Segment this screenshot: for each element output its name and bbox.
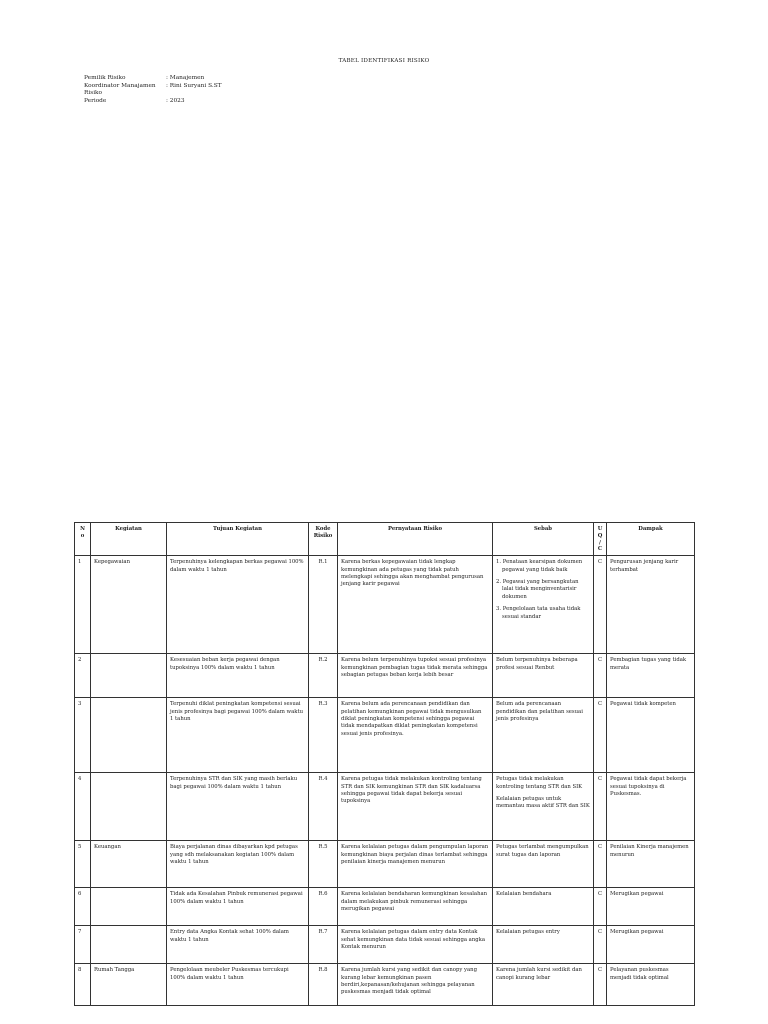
cell-no: 7	[75, 926, 91, 964]
cell-kode: R.6	[309, 888, 338, 926]
cell-dampak: Pelayanan puskesmas menjadi tidak optimal	[607, 964, 695, 1006]
cell-tujuan: Tidak ada Kesalahan Pinbuk remunerasi pegawai 100% dalam waktu 1 tahun	[167, 888, 309, 926]
cell-kode: R.5	[309, 841, 338, 888]
cell-tujuan: Terpenuhinya kelengkapan berkas pegawai 100% dalam waktu 1 tahun	[167, 556, 309, 654]
cell-dampak: Pegawai tidak kompeten	[607, 698, 695, 773]
header-tujuan: Tujuan Kegiatan	[167, 523, 309, 556]
cell-pernyataan: Karena kelalaian petugas dalam pengumpulan laporan kemungkinan biaya perjalan dinas terlambat sehingga penilaian kinerja manajemen menurun	[338, 841, 493, 888]
cell-sebab	[493, 698, 594, 773]
cell-pernyataan: Karena kelalaian bendaharan kemungkinan kesalahan dalam melakukan pinbuk remunerasi sehingga merugikan pegawai	[338, 888, 493, 926]
cell-kode: R.7	[309, 926, 338, 964]
sebab-item: Kelalaian bendahara	[496, 891, 552, 898]
cell-tujuan: Entry data Angka Kontak sehat 100% dalam waktu 1 tahun	[167, 926, 309, 964]
document-meta	[84, 75, 222, 105]
cell-kegiatan: Rumah Tangga	[91, 964, 167, 1006]
table-row	[75, 556, 695, 654]
cell-tujuan: Kesesuaian beban kerja pegawai dengan tupoksinya 100% dalam waktu 1 tahun	[167, 654, 309, 698]
table-row	[75, 964, 695, 1006]
sebab-item: Kelalaian petugas untuk memantau masa aktif STR dan SIK	[496, 796, 590, 810]
cell-uqc: C	[594, 773, 607, 841]
meta-row-owner	[84, 75, 222, 83]
sebab-item: Karena jumlah kursi sedikit dan canopi kurang lebar	[496, 967, 582, 981]
table-row	[75, 773, 695, 841]
sebab-item: Belum terpenuhinya beberapa profesi sesuai Renbut	[496, 657, 578, 671]
sebab-item: 2. Pegawai yang bersangkutan lalai tidak menginventarisir dokumen	[496, 579, 579, 600]
cell-uqc: C	[594, 654, 607, 698]
cell-kode: R.4	[309, 773, 338, 841]
cell-sebab	[493, 773, 594, 841]
cell-dampak: Pembagian tugas yang tidak merata	[607, 654, 695, 698]
cell-no: 4	[75, 773, 91, 841]
meta-value: : 2023	[166, 97, 185, 104]
cell-dampak: Pegawai tidak dapat bekerja sesuai tupoksinya di Puskesmas.	[607, 773, 695, 841]
cell-dampak: Pengurusan jenjang karir terhambat	[607, 556, 695, 654]
sebab-item: Kelalaian petugas entry	[496, 929, 560, 936]
header-pernyataan: Pernyataan Risiko	[338, 523, 493, 556]
cell-kode: R.1	[309, 556, 338, 654]
table-row	[75, 698, 695, 773]
cell-sebab	[493, 841, 594, 888]
cell-dampak: Merugikan pegawai	[607, 888, 695, 926]
meta-label: Periode	[84, 97, 107, 104]
table-row	[75, 654, 695, 698]
cell-kegiatan: Kepegawaian	[91, 556, 167, 654]
document-title: TABEL IDENTIFIKASI RISIKO	[338, 58, 430, 64]
cell-uqc: C	[594, 888, 607, 926]
cell-dampak: Merugikan pegawai	[607, 926, 695, 964]
cell-tujuan: Terpenuhinya STR dan SIK yang masih berlaku bagi pegawai 100% dalam waktu 1 tahun	[167, 773, 309, 841]
cell-sebab	[493, 654, 594, 698]
cell-uqc: C	[594, 926, 607, 964]
meta-row-period	[84, 98, 222, 106]
cell-tujuan: Biaya perjalanan dinas dibayarkan kpd petugas yang sdh melaksanakan kegiatan 100% dalam waktu 1 tahun	[167, 841, 309, 888]
header-no: N o	[75, 523, 91, 556]
cell-dampak: Penilaian Kinerja manajemen menurun	[607, 841, 695, 888]
cell-sebab	[493, 926, 594, 964]
cell-kegiatan	[91, 698, 167, 773]
cell-uqc: C	[594, 841, 607, 888]
cell-tujuan: Pengelolaan meubeler Puskesmas tercukupi 100% dalam waktu 1 tahun	[167, 964, 309, 1006]
table-header-row	[75, 523, 695, 556]
cell-kegiatan	[91, 888, 167, 926]
table-body	[75, 556, 695, 1006]
cell-pernyataan: Karena berkas kepegawaian tidak lengkap kemungkinan ada petugas yang tidak patuh melengkapi sehingga akan menghambat pengurusan jenjang karir pegawai	[338, 556, 493, 654]
sebab-item: Petugas terlambat mengumpulkan surat tugas dan laporan	[496, 844, 589, 858]
cell-kegiatan	[91, 926, 167, 964]
header-uqc: U Q/ C	[594, 523, 607, 556]
cell-kode: R.8	[309, 964, 338, 1006]
cell-tujuan: Terpenuhi diklat peningkatan kompetensi sesuai jenis profesinya bagi pegawai 100% dalam waktu 1 tahun	[167, 698, 309, 773]
cell-kode: R.2	[309, 654, 338, 698]
meta-row-coordinator	[84, 83, 222, 98]
header-kode: Kode Risiko	[309, 523, 338, 556]
table-row	[75, 888, 695, 926]
cell-no: 2	[75, 654, 91, 698]
meta-value: : Rini Suryani S.ST	[166, 82, 222, 89]
cell-sebab	[493, 888, 594, 926]
cell-no: 8	[75, 964, 91, 1006]
cell-uqc: C	[594, 556, 607, 654]
sebab-item: Petugas tidak melakukan kontroling tentang STR dan SIK	[496, 776, 583, 790]
table-row	[75, 841, 695, 888]
cell-kegiatan	[91, 654, 167, 698]
cell-pernyataan: Karena petugas tidak melakukan kontroling tentang STR dan SIK kemungkinan STR dan SIK kadaluarsa sehingga pegawai tidak dapat bekerja sesuai tupoksinya	[338, 773, 493, 841]
sebab-item: 3. Pengelolaan tata usaha tidak sesuai standar	[496, 606, 581, 620]
cell-pernyataan: Karena belum terpenuhinya tupoksi sesuai profesinya kemungkinan pembagian tugas tidak merata sehingga sebagian petugas beban kerja lebih besar	[338, 654, 493, 698]
cell-no: 5	[75, 841, 91, 888]
cell-pernyataan: Karena kelalaian petugas dalam entry data Kontak sehat kemungkinan data tidak sesuai sehingga angka Kontak menurun	[338, 926, 493, 964]
header-dampak: Dampak	[607, 523, 695, 556]
table-row	[75, 926, 695, 964]
meta-value: : Manajemen	[166, 75, 205, 81]
cell-sebab	[493, 556, 594, 654]
cell-kode: R.3	[309, 698, 338, 773]
cell-uqc: C	[594, 964, 607, 1006]
cell-no: 3	[75, 698, 91, 773]
cell-kegiatan	[91, 773, 167, 841]
risk-identification-table	[74, 522, 695, 1006]
header-sebab: Sebab	[493, 523, 594, 556]
cell-kegiatan: Keuangan	[91, 841, 167, 888]
cell-pernyataan: Karena belum ada perencanaan pendidikan dan pelatihan kemungkinan pegawai tidak mengusulkan diklat peningkatan kompetensi sehingga pegawai tidak mendapatkan diklat peningkatan kompetensi sesuai jenis profesinya.	[338, 698, 493, 773]
cell-uqc: C	[594, 698, 607, 773]
cell-no: 6	[75, 888, 91, 926]
cell-pernyataan: Karena jumlah kursi yang sedikit dan canopy yang kurang lebar kemungkinan pasen berdiri,kepanasan/kehujanan sehingga pelayanan puskesmas menjadi tidak optimal	[338, 964, 493, 1006]
sebab-item: 1. Penataan kearsipan dokumen pegawai yang tidak baik	[496, 559, 583, 573]
meta-label: Koordinator Manajamen Risiko	[84, 82, 156, 97]
sebab-item: Belum ada perencanaan pendidikan dan pelatihan sesuai jenis profesinya	[496, 701, 583, 722]
meta-label: Pemilik Risiko	[84, 75, 126, 81]
cell-no: 1	[75, 556, 91, 654]
header-kegiatan: Kegiatan	[91, 523, 167, 556]
cell-sebab	[493, 964, 594, 1006]
